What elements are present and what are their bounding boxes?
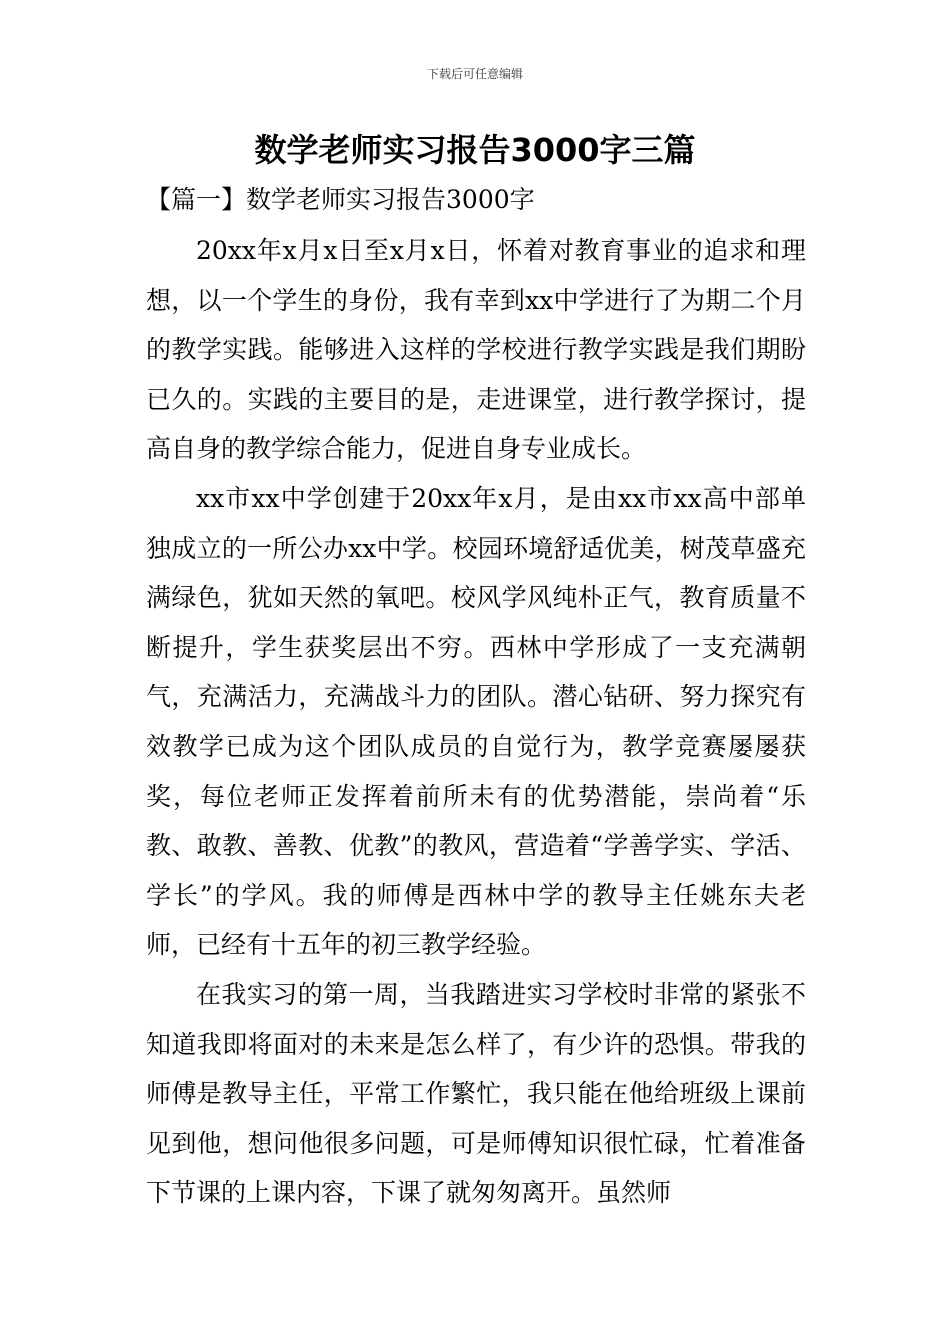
section-heading: 【篇一】数学老师实习报告3000字	[146, 185, 535, 214]
body-text	[146, 226, 806, 1218]
document-title: 数学老师实习报告3000字三篇	[254, 131, 696, 169]
header-note: 下载后可任意编辑	[426, 67, 523, 81]
paragraph-2: xx市xx中学创建于20xx年x月，是由xx市xx高中部单独成立的一所公办xx中学。校园环境舒适优美，树茂草盛充满绿色，犹如天然的氧吧。校风学风纯朴正气，教育质量不断提升，学生获奖层出不穷。西林中学形成了一支充满朝气，充满活力，充满战斗力的团队。潜心钻研、努力探究有效教学已成为这个团队成员的自觉行为，教学竞赛屡屡获奖，每位老师正发挥着前所未有的优势潜能，崇尚着“乐教、敢教、善教、优教”的教风，营造着“学善学实、学活、学长”的学风。我的师傅是西林中学的教导主任姚东夫老师，已经有十五年的初三教学经验。	[146, 483, 806, 960]
paragraph-1: 20xx年x月x日至x月x日，怀着对教育事业的追求和理想，以一个学生的身份，我有幸到xx中学进行了为期二个月的教学实践。能够进入这样的学校进行教学实践是我们期盼已久的。实践的主要目的是，走进课堂，进行教学探讨，提高自身的教学综合能力，促进自身专业成长。	[146, 236, 806, 464]
paragraph-3: 在我实习的第一周，当我踏进实习学校时非常的紧张不知道我即将面对的未来是怎么样了，有少许的恐惧。带我的师傅是教导主任，平常工作繁忙，我只能在他给班级上课前见到他，想问他很多问题，可是师傅知识很忙碌，忙着准备下节课的上课内容，下课了就匆匆离开。虽然师	[146, 979, 806, 1208]
